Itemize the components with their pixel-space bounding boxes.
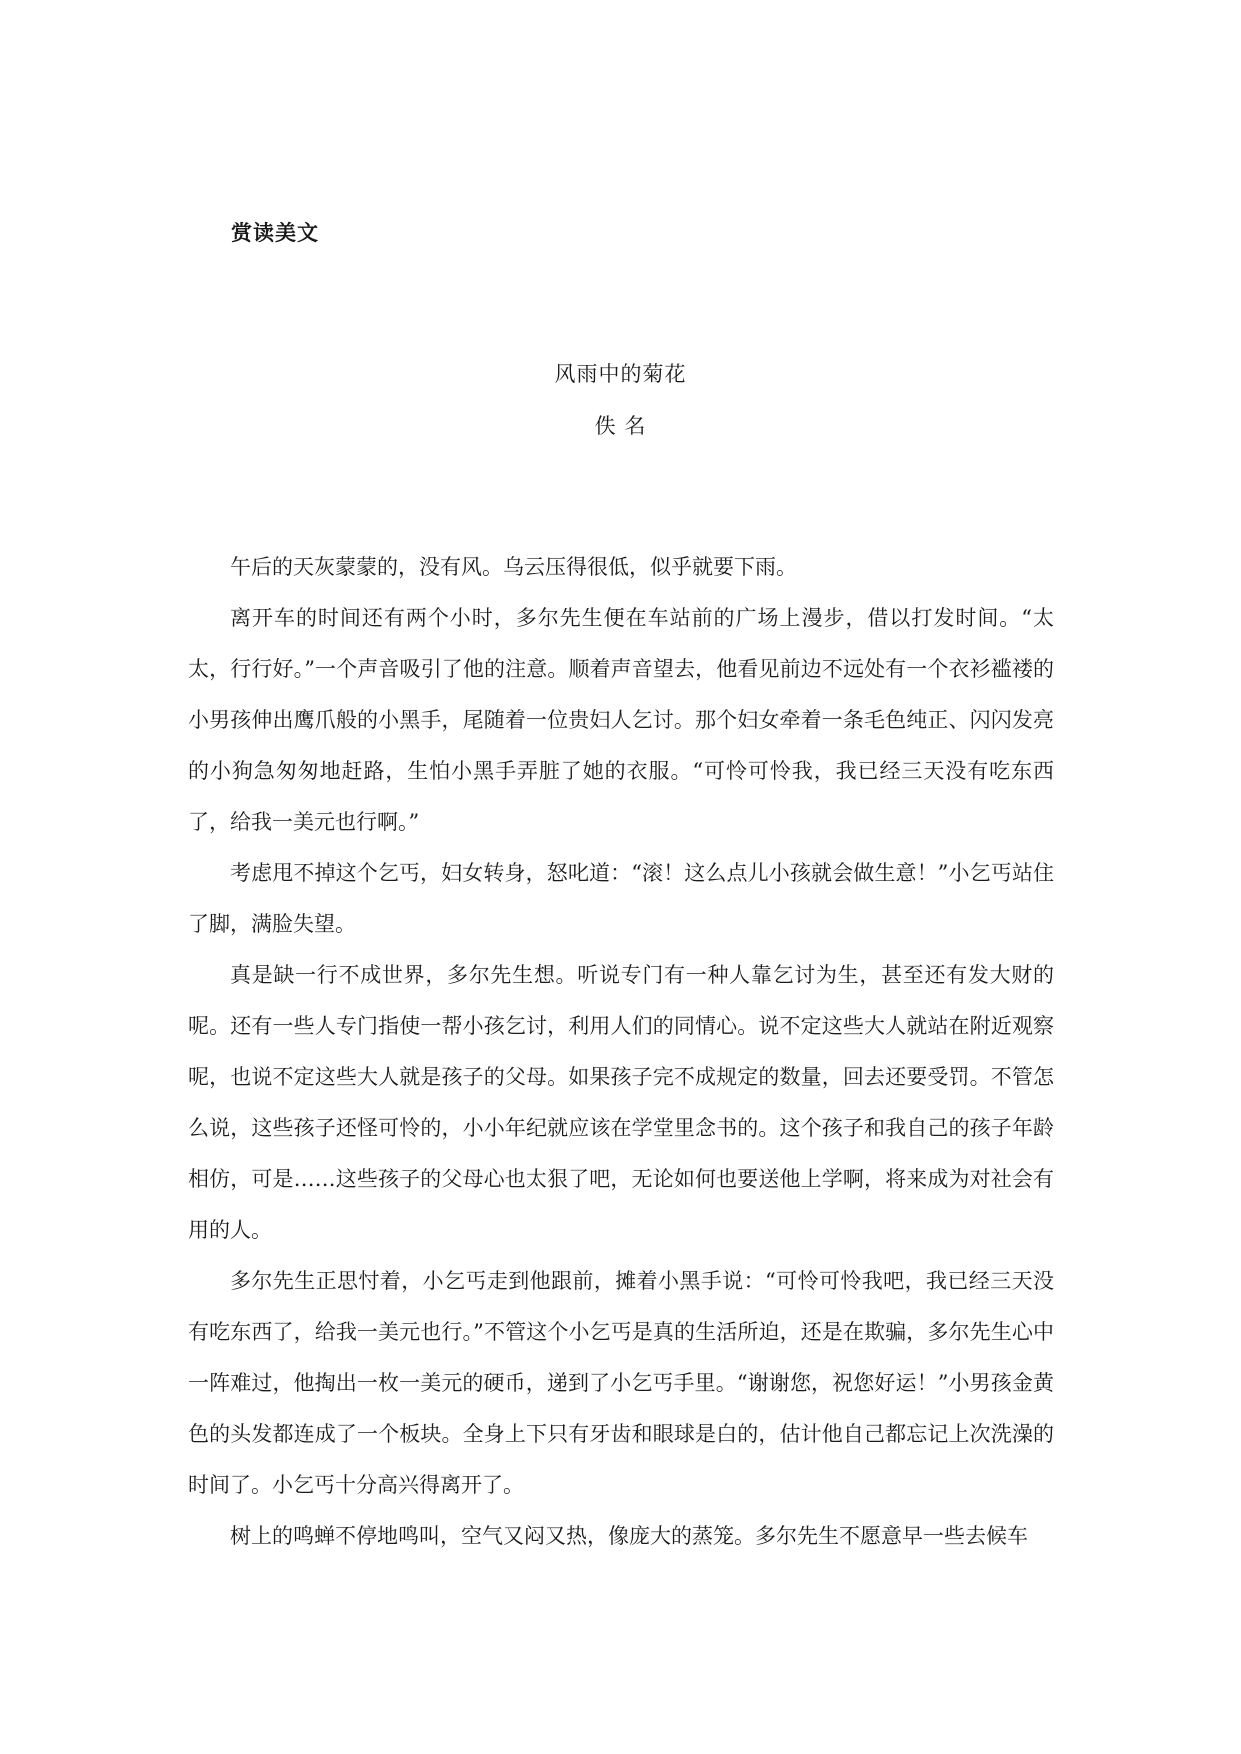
section-heading: 赏读美文 [231,220,319,245]
article-title: 风雨中的菊花 [554,362,687,386]
paragraph: 离开车的时间还有两个小时，多尔先生便在车站前的广场上漫步，借以打发时间。“太太，行行好。”一个声音吸引了他的注意。顺着声音望去，他看见前边不远处有一个衣衫褴褛的小男孩伸出鹰爪般的小黑手，尾随着一位贵妇人乞讨。那个妇女牵着一条毛色纯正、闪闪发亮的小狗急匆匆地赶路，生怕小黑手弄脏了她的衣服。“可怜可怜我，我已经三天没有吃东西了，给我一美元也行啊。” [188,606,1054,834]
paragraph: 多尔先生正思忖着，小乞丐走到他跟前，摊着小黑手说：“可怜可怜我吧，我已经三天没有吃东西了，给我一美元也行。”不管这个小乞丐是真的生活所迫，还是在欺骗，多尔先生心中一阵难过，他掏出一枚一美元的硬币，递到了小乞丐手里。“谢谢您，祝您好运！”小男孩金黄色的头发都连成了一个板块。全身上下只有牙齿和眼球是白的，估计他自己都忘记上次洗澡的时间了。小乞丐十分高兴得离开了。 [188,1269,1054,1497]
paragraph: 树上的鸣蝉不停地鸣叫，空气又闷又热，像庞大的蒸笼。多尔先生不愿意早一些去候车 [230,1524,1028,1548]
paragraph: 真是缺一行不成世界，多尔先生想。听说专门有一种人靠乞讨为生，甚至还有发大财的呢。还有一些人专门指使一帮小孩乞讨，利用人们的同情心。说不定这些大人就站在附近观察呢，也说不定这些大人就是孩子的父母。如果孩子完不成规定的数量，回去还要受罚。不管怎么说，这些孩子还怪可怜的，小小年纪就应该在学堂里念书的。这个孩子和我自己的孩子年龄相仿，可是……这些孩子的父母心也太狠了吧，无论如何也要送他上学啊，将来成为对社会有用的人。 [188,963,1054,1242]
article-author: 佚 名 [594,414,647,438]
paragraph: 考虑甩不掉这个乞丐，妇女转身，怒叱道：“滚！这么点儿小孩就会做生意！”小乞丐站住了脚，满脸失望。 [188,861,1054,936]
paragraph: 午后的天灰蒙蒙的，没有风。乌云压得很低，似乎就要下雨。 [230,555,797,579]
article-body [188,542,1054,1562]
